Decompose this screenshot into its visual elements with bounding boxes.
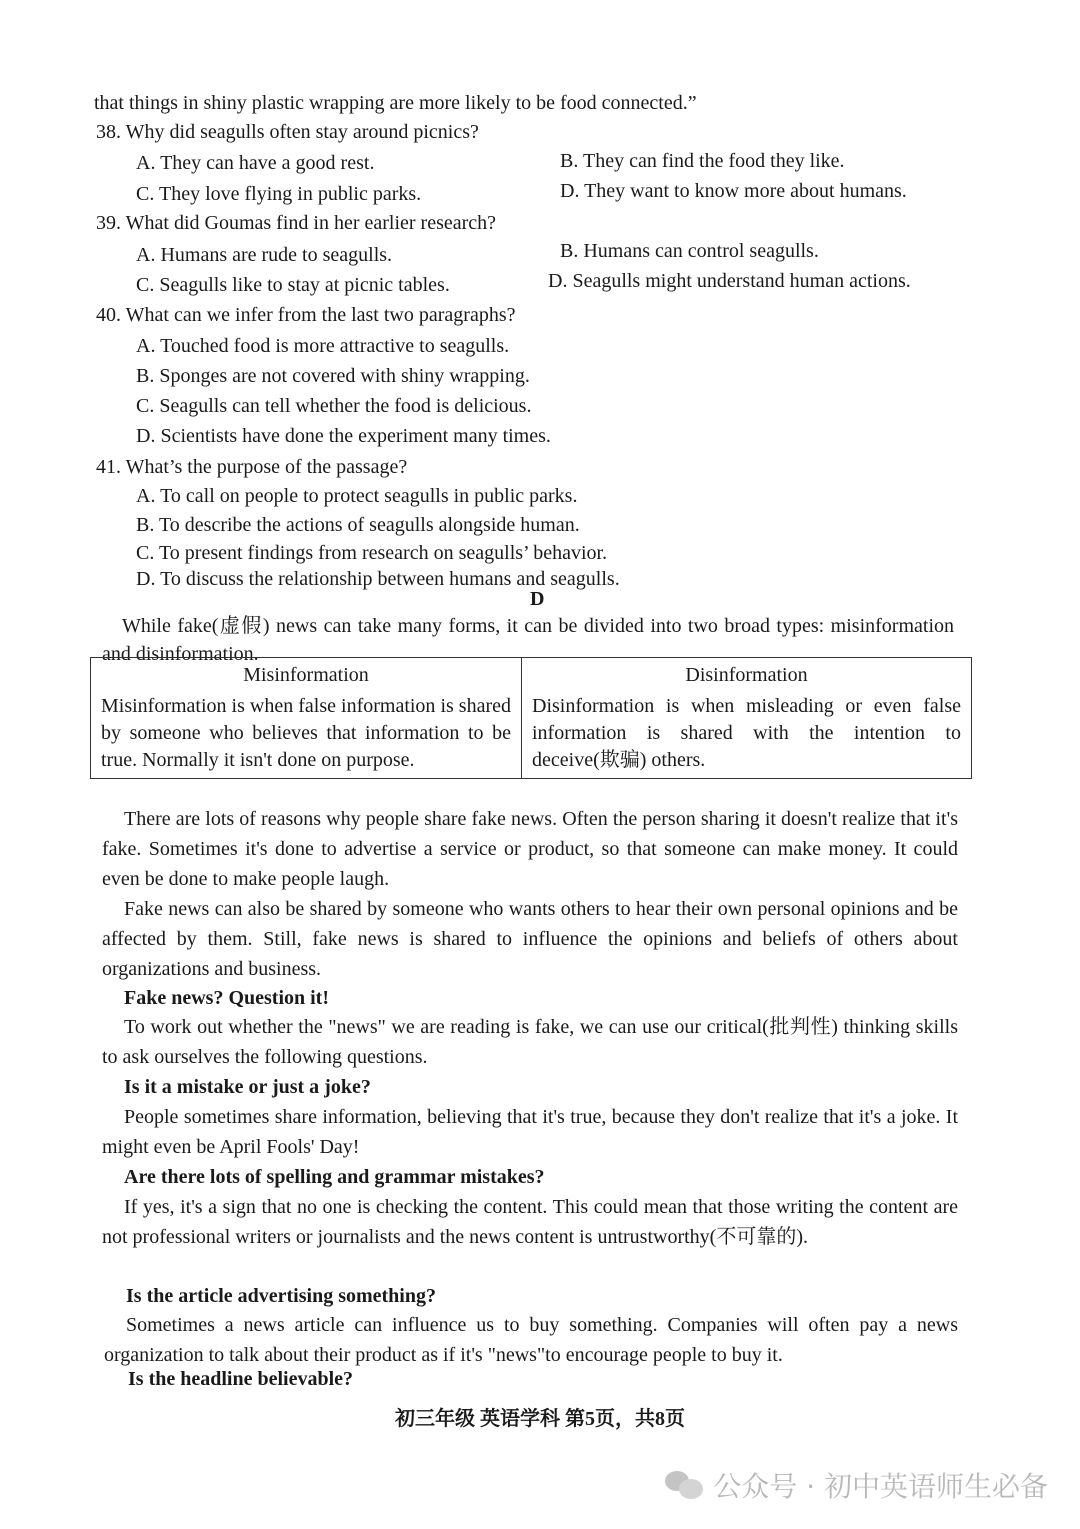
paragraph-spelling: If yes, it's a sign that no one is checking the content. This could mean that those writing the content are not professional writers or journalists and the news content is untrustworthy(不可靠的). [102,1196,958,1248]
heading-headline: Is the headline believable? [128,1368,354,1390]
option-39-b: B. Humans can control seagulls. [560,240,819,262]
paragraph-opinions: Fake news can also be shared by someone who wants others to hear their own personal opinions and be affected by them. Still, fake news is shared to influence the opinions and beliefs of others about organizations and business. [102,898,958,980]
question-38 [96,119,479,145]
question-number: 41. [96,456,121,478]
paragraph-reasons: There are lots of reasons why people share fake news. Often the person sharing it doesn't realize that it's fake. Sometimes it's done to advertise a service or product, so that someone can make money. It could even be done to make people laugh. [102,808,958,890]
question-text: What can we infer from the last two paragraphs? [125,304,516,326]
option-39-a: A. Humans are rude to seagulls. [136,244,393,266]
question-text: Why did seagulls often stay around picnics? [125,121,479,143]
question-41 [96,454,407,480]
disinformation-header: Disinformation [522,658,972,690]
passage-last-line: that things in shiny plastic wrapping are more likely to be food connected.” [94,92,697,114]
option-40-d: D. Scientists have done the experiment many times. [136,425,551,447]
option-38-a: A. They can have a good rest. [136,152,375,174]
option-38-d: D. They want to know more about humans. [560,180,907,202]
option-38-b: B. They can find the food they like. [560,150,845,172]
question-number: 40. [96,304,121,326]
misinformation-definition: Misinformation is when false information is shared by someone who believes that information to be true. Normally it isn't done on purpose. [91,689,522,779]
option-39-c: C. Seagulls like to stay at picnic tables. [136,274,450,296]
section-letter: D [530,588,545,610]
watermark-text: 公众号 · 初中英语师生必备 [713,1470,1048,1503]
paragraph-joke: People sometimes share information, believing that it's true, because they don't realize that it's a joke. It might even be April Fools' Day! [102,1106,958,1158]
question-40 [96,302,515,328]
option-40-b: B. Sponges are not covered with shiny wrapping. [136,365,530,387]
paragraph-advertising: Sometimes a news article can influence us to buy something. Companies will often pay a news organization to talk about their product as if it's "news"to encourage people to buy it. [104,1314,958,1366]
heading-mistake-or-joke: Is it a mistake or just a joke? [124,1076,371,1098]
option-40-a: A. Touched food is more attractive to seagulls. [136,335,510,357]
question-number: 39. [96,212,121,234]
intro-paragraph: While fake(虚假) news can take many forms, it can be divided into two broad types: misinformation and disinformation. [102,615,954,665]
option-41-a: A. To call on people to protect seagulls in public parks. [136,485,578,507]
question-text: What’s the purpose of the passage? [125,456,408,478]
heading-question-it: Fake news? Question it! [124,987,329,1009]
question-number: 38. [96,121,121,143]
watermark [665,1465,1048,1505]
page-footer: 初三年级 英语学科 第5页，共8页 [395,1408,685,1430]
wechat-icon [665,1469,705,1501]
option-39-d: D. Seagulls might understand human actions. [548,270,911,292]
option-40-c: C. Seagulls can tell whether the food is delicious. [136,395,532,417]
question-text: What did Goumas find in her earlier research? [125,212,497,234]
heading-spelling-mistakes: Are there lots of spelling and grammar mistakes? [124,1166,545,1188]
question-39 [96,210,496,236]
definition-table [90,657,972,779]
disinformation-definition: Disinformation is when misleading or even false information is shared with the intention to deceive(欺骗) others. [522,689,972,779]
paragraph-critical-thinking: To work out whether the "news" we are reading is fake, we can use our critical(批判性) thinking skills to ask ourselves the following questions. [102,1016,958,1068]
option-41-c: C. To present findings from research on seagulls’ behavior. [136,542,608,564]
option-41-b: B. To describe the actions of seagulls alongside human. [136,514,580,536]
misinformation-header: Misinformation [91,658,522,690]
heading-advertising: Is the article advertising something? [126,1285,436,1307]
option-41-d: D. To discuss the relationship between humans and seagulls. [136,568,620,590]
option-38-c: C. They love flying in public parks. [136,183,422,205]
